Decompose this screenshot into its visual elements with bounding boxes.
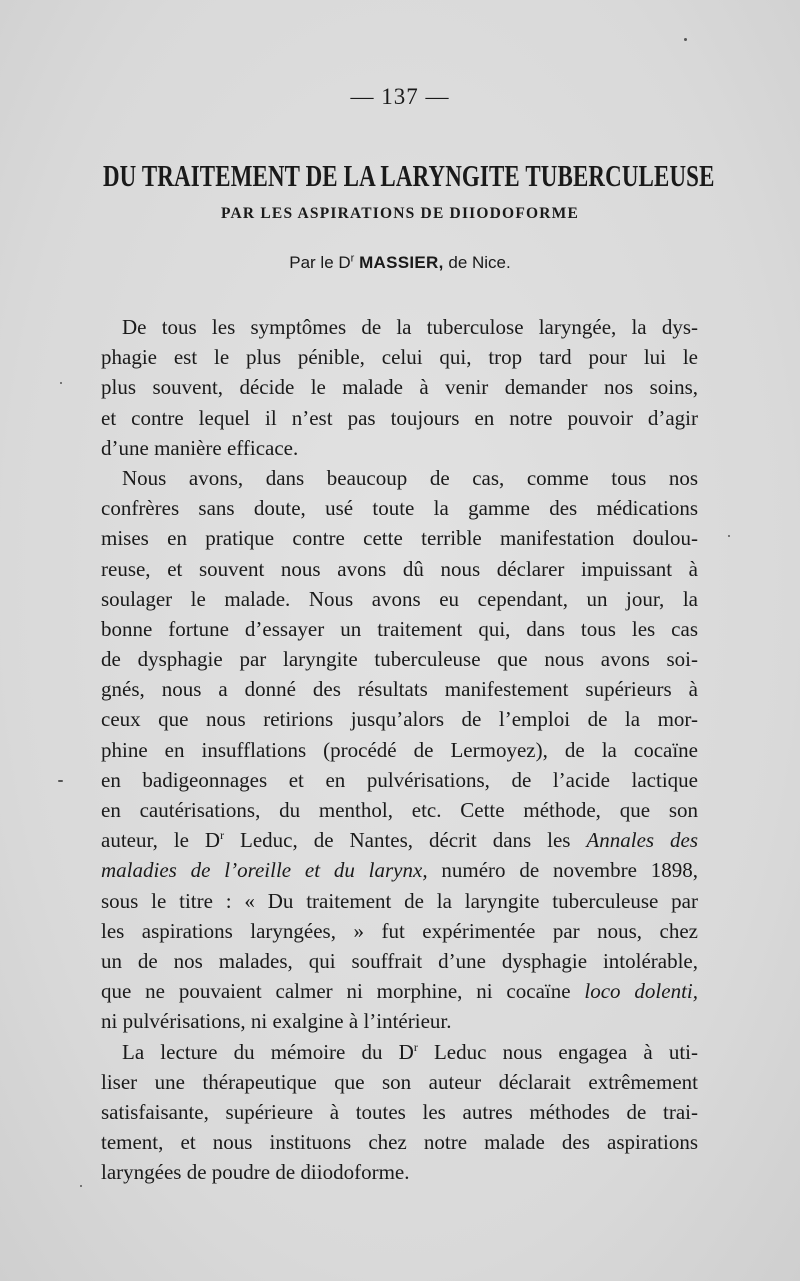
text-line: sous le titre : « Du traitement de la laryngite tuberculeuse par [101, 888, 698, 913]
text-line: soulager le malade. Nous avons eu cependant, un jour, la [101, 586, 698, 611]
text-line: en badigeonnages et en pulvérisations, de l’acide lactique [101, 767, 698, 792]
text-line: de dysphagie par laryngite tuberculeuse que nous avons soi- [101, 647, 698, 672]
text-line: Nous avons, dans beaucoup de cas, comme tous nos [122, 465, 698, 490]
author-location: de Nice. [448, 253, 511, 272]
author-prefix: Par le D [289, 253, 351, 272]
text-run: Leduc, de Nantes, décrit dans les [224, 828, 587, 853]
italic-citation: maladies de l’oreille et du larynx, [101, 858, 428, 883]
scan-speck [60, 382, 62, 384]
text-line [101, 825, 698, 855]
text-line: phagie est le plus pénible, celui qui, trop tard pour lui le [101, 345, 698, 370]
scan-speck [684, 38, 687, 41]
text-run: numéro de novembre 1898, [427, 858, 698, 883]
article-body [101, 312, 698, 1187]
scan-speck [58, 780, 63, 782]
text-run: La lecture du mémoire du D [122, 1039, 414, 1064]
text-line: un de nos malades, qui souffrait d’une dysphagie intolérable, [101, 948, 698, 973]
text-line [101, 855, 698, 885]
text-line: d’une manière efficace. [101, 435, 299, 460]
page-number: — 137 — [350, 84, 450, 109]
text-line: gnés, nous a donné des résultats manifestement supérieurs à [101, 677, 698, 702]
text-line: laryngées de poudre de diiodoforme. [101, 1160, 410, 1185]
text-line: satisfaisante, supérieure à toutes les autres méthodes de trai- [101, 1099, 698, 1124]
title-sup: r [413, 1039, 418, 1054]
text-line: confrères sans doute, usé toute la gamme des médications [101, 496, 698, 521]
scan-speck [80, 1185, 82, 1187]
text-line: tement, et nous instituons chez notre malade des aspirations [101, 1130, 698, 1155]
author-line [0, 253, 800, 273]
title-sup: r [220, 828, 225, 843]
text-line: liser une thérapeutique que son auteur déclarait extrêmement [101, 1069, 698, 1094]
text-line: phine en insufflations (procédé de Lermoyez), de la cocaïne [101, 737, 698, 762]
text-line: reuse, et souvent nous avons dû nous déclarer impuissant à [101, 556, 698, 581]
text-line: ni pulvérisations, ni exalgine à l’intérieur. [101, 1009, 452, 1034]
scan-speck [728, 535, 730, 537]
text-run: Leduc nous engagea à uti- [417, 1039, 698, 1064]
text-line: mises en pratique contre cette terrible manifestation doulou- [101, 526, 698, 551]
text-line: ceux que nous retirions jusqu’alors de l’emploi de la mor- [101, 707, 698, 732]
text-line: plus souvent, décide le malade à venir demander nos soins, [101, 375, 698, 400]
text-line: en cautérisations, du menthol, etc. Cette méthode, que son [101, 798, 698, 822]
text-line: les aspirations laryngées, » fut expérimentée par nous, chez [101, 918, 698, 943]
text-line [101, 1037, 698, 1067]
article-subtitle: PAR LES ASPIRATIONS DE DIIODOFORME [220, 205, 580, 222]
text-line: De tous les symptômes de la tuberculose laryngée, la dys- [122, 315, 698, 339]
text-run: que ne pouvaient calmer ni morphine, ni cocaïne [101, 979, 585, 1004]
text-line: et contre lequel il n’est pas toujours en notre pouvoir d’agir [101, 405, 698, 430]
italic-latin: loco dolenti, [584, 979, 698, 1004]
text-run: auteur, le D [101, 828, 221, 853]
author-name: MASSIER, [359, 253, 444, 272]
article-title: DU TRAITEMENT DE LA LARYNGITE TUBERCULEUSE [102, 158, 715, 193]
italic-citation: Annales des [586, 828, 699, 853]
text-line: bonne fortune d’essayer un traitement qui, dans tous les cas [101, 616, 698, 641]
author-title-sup: r [350, 252, 355, 265]
text-line [101, 976, 698, 1006]
